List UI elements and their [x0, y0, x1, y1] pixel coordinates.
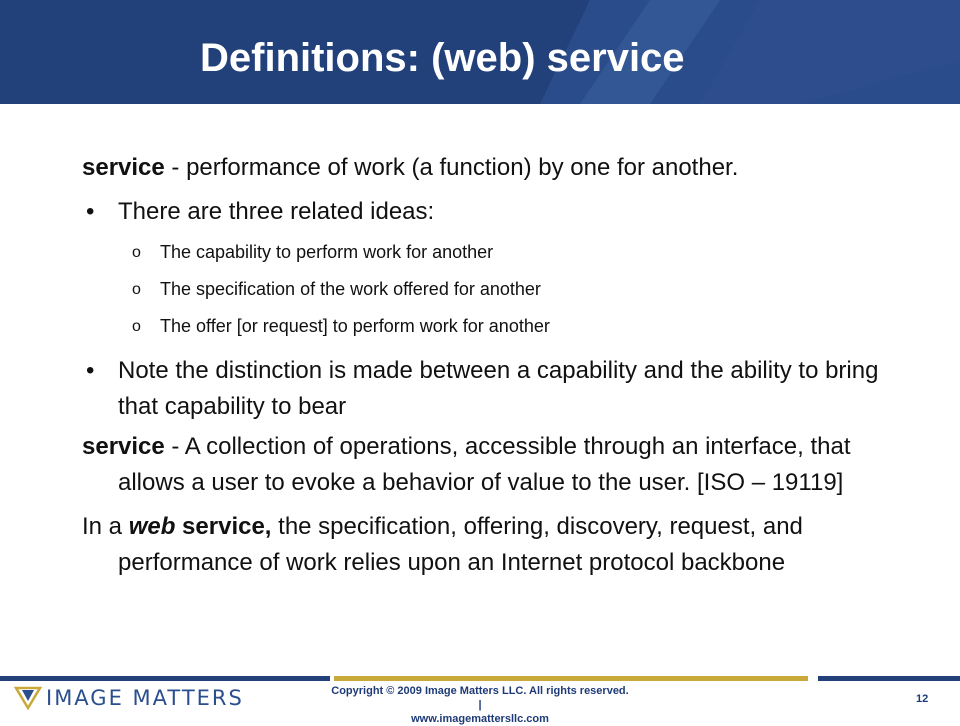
copyright-line: Copyright © 2009 Image Matters LLC. All rights reserved. | [331, 685, 629, 711]
bullet-glyph: • [86, 198, 95, 225]
sub-bullet-capability [82, 234, 902, 271]
definition-service-1 [82, 150, 902, 186]
sub-bullet-text: The specification of the work offered for another [160, 279, 541, 299]
header-banner [0, 0, 960, 104]
sub-bullet-glyph: o [132, 244, 141, 261]
bullet-text: Note the distinction is made between a capability and the ability to bring that capability to bear [118, 357, 879, 420]
bullet-glyph: • [86, 357, 95, 384]
logo-mark-icon [14, 684, 42, 710]
sub-bullet-text: The capability to perform work for another [160, 242, 494, 262]
web-service-prefix: In a [82, 513, 129, 540]
term-service-1: service [82, 154, 165, 181]
web-emphasis: web [128, 513, 176, 540]
web-service-text: the specification, offering, discovery, request, and performance of work relies upon an Internet protocol backbone [118, 513, 803, 576]
slide-body [82, 150, 902, 589]
footer-rule-gold [334, 676, 808, 681]
definition-text-2: - A collection of operations, accessible through an interface, that allows a user to evoke a behavior of value to the user. [ISO – 19119] [118, 433, 851, 496]
sub-bullet-glyph: o [132, 281, 141, 298]
sub-bullet-text: The offer [or request] to perform work for another [160, 316, 550, 336]
footer-rule-blue-right [818, 676, 960, 681]
footer-rule-blue-left [0, 676, 330, 681]
sub-bullet-offer [82, 308, 902, 345]
bullet-three-ideas [82, 194, 902, 230]
bullet-text: There are three related ideas: [118, 198, 435, 225]
sub-bullet-glyph: o [132, 318, 141, 335]
slide-title: Definitions: (web) service [200, 36, 685, 80]
website-url: www.imagemattersllc.com [411, 713, 549, 725]
term-service-2: service [82, 433, 165, 460]
bullet-distinction [82, 353, 902, 425]
page-number: 12 [916, 693, 929, 705]
company-logo [14, 684, 244, 712]
definition-web-service [82, 509, 902, 581]
footer-rule [0, 676, 960, 682]
definition-text-1: - performance of work (a function) by one for another. [164, 154, 739, 181]
service-emphasis: service, [175, 513, 272, 540]
sub-bullet-specification [82, 271, 902, 308]
logo-text: IMAGE MATTERS [46, 686, 244, 710]
definition-service-2 [82, 429, 902, 501]
